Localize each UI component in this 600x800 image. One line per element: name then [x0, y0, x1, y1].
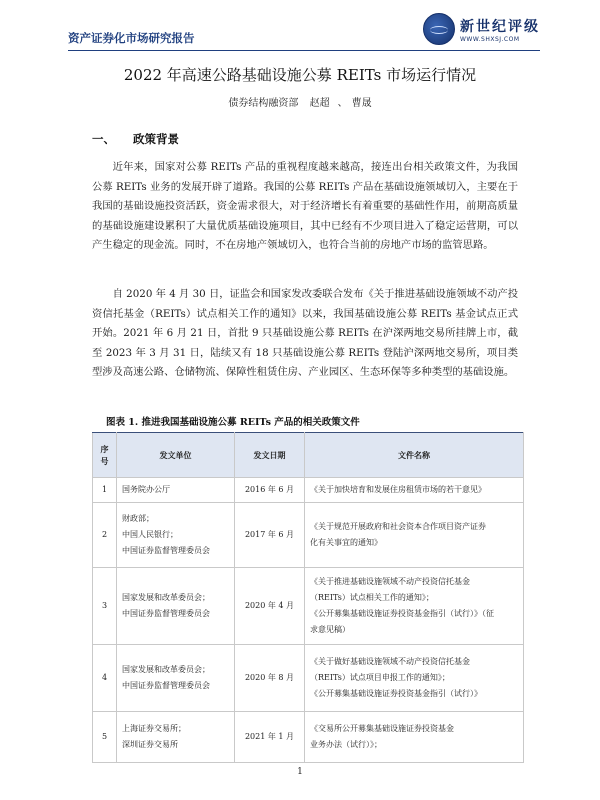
table-header-row	[93, 433, 524, 478]
author-name: 曹晟	[351, 98, 372, 109]
logo-name: 新世纪评级	[460, 18, 540, 35]
header-title: 资产证券化市场研究报告	[68, 31, 195, 45]
cell-issuer: 财政部； 中国人民银行； 中国证券监督管理委员会	[117, 503, 235, 568]
company-logo	[423, 10, 540, 48]
section-heading	[92, 131, 179, 147]
col-header-doc: 文件名称	[305, 433, 524, 478]
body-paragraph: 近年来，国家对公募 REITs 产品的重视程度越来越高，接连出台相关政策文件，为我国公募 REITs 业务的发展开辟了道路。我国的公募 REITs 产品在基础设施领域切入，主要在于我国的基础设施投资活跃，资金需求很大，对于经济增长有着重要的基础性作用，前期高质量的基础设施建设累积了大量优质基础设施项目，其中已经有不少项目进入了稳定运营期，可以产生稳定的现金流。同时，不在房地产领域切入，也符合当前的房地产市场的监管思路。	[92, 161, 518, 251]
cell-no: 3	[93, 568, 117, 645]
cell-issuer: 国家发展和改革委员会； 中国证券监督管理委员会	[117, 568, 235, 645]
document-title: 2022 年高速公路基础设施公募 REITs 市场运行情况	[123, 66, 477, 84]
table-row	[93, 503, 524, 568]
page-header	[68, 10, 540, 51]
authors-line	[0, 94, 600, 109]
page-number: 1	[297, 767, 303, 777]
cell-doc: 《关于做好基础设施领域不动产投资信托基金 （REITs）试点项目申报工作的通知》； 《公开募集基础设施证券投资基金指引（试行）》	[305, 645, 524, 712]
cell-doc: 《关于推进基础设施领域不动产投资信托基金 （REITs）试点相关工作的通知》； 《公开募集基础设施证券投资基金指引（试行）》（征 求意见稿）	[305, 568, 524, 645]
table-row	[93, 568, 524, 645]
policy-table	[92, 432, 524, 763]
body-paragraph: 自 2020 年 4 月 30 日，证监会和国家发改委联合发布《关于推进基础设施领域不动产投资信托基金（REITs）试点相关工作的通知》以来，我国基础设施公募 REITs 基金试点正式开始。2021 年 6 月 21 日，首批 9 只基础设施公募 REITs 在沪深两地交易所挂牌上市，截至 2023 年 3 月 31 日，陆续又有 18 只基础设施公募 REITs 登陆沪深两地交易所，项目类型涉及高速公路、仓储物流、保障性租赁住房、产业园区、生态环保等多种类型的基础设施。	[92, 288, 518, 378]
author-department: 债券结构融资部	[228, 98, 299, 109]
cell-date: 2020 年 8 月	[235, 645, 305, 712]
cell-issuer: 国家发展和改革委员会； 中国证券监督管理委员会	[117, 645, 235, 712]
cell-no: 5	[93, 712, 117, 763]
figure-caption: 图表 1. 推进我国基础设施公募 REITs 产品的相关政策文件	[106, 417, 360, 428]
cell-issuer: 国务院办公厅	[117, 478, 235, 503]
table-row	[93, 478, 524, 503]
cell-doc: 《关于规范开展政府和社会资本合作项目资产证券 化有关事宜的通知》	[305, 503, 524, 568]
section-title: 政策背景	[133, 132, 179, 146]
table-row	[93, 712, 524, 763]
col-header-issuer: 发文单位	[117, 433, 235, 478]
cell-doc: 《关于加快培育和发展住房租赁市场的若干意见》	[305, 478, 524, 503]
col-header-date: 发文日期	[235, 433, 305, 478]
cell-date: 2017 年 6 月	[235, 503, 305, 568]
cell-no: 1	[93, 478, 117, 503]
cell-date: 2021 年 1 月	[235, 712, 305, 763]
cell-issuer: 上海证券交易所； 深圳证券交易所	[117, 712, 235, 763]
cell-no: 2	[93, 503, 117, 568]
logo-seal-icon	[423, 13, 455, 45]
table-row	[93, 645, 524, 712]
logo-url: WWW.SHXSJ.COM	[460, 35, 520, 43]
cell-no: 4	[93, 645, 117, 712]
author-separator: 、	[337, 98, 348, 109]
author-name: 赵超	[309, 98, 330, 109]
cell-doc: 《交易所公开募集基础设施证券投资基金 业务办法（试行）》；	[305, 712, 524, 763]
col-header-no: 序号	[93, 433, 117, 478]
section-number: 一、	[92, 132, 115, 146]
cell-date: 2016 年 6 月	[235, 478, 305, 503]
cell-date: 2020 年 4 月	[235, 568, 305, 645]
